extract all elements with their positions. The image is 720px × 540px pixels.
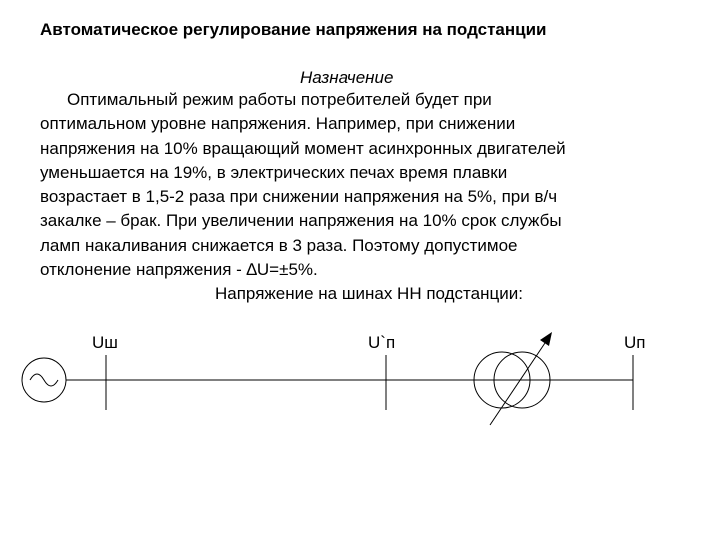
slide-title: Автоматическое регулирование напряжения на подстанции [40,20,547,39]
paragraph-line: уменьшается на 19%, в электрических печах время плавки [40,162,508,182]
paragraph-line: возрастает в 1,5-2 раза при снижении напряжения на 5%, при в/ч [40,187,558,207]
paragraph-line: ламп накаливания снижается в 3 раза. Поэтому допустимое [40,235,518,255]
section-subtitle: Назначение [300,68,394,87]
label-load-voltage: Uп [624,333,646,352]
paragraph-line: Оптимальный режим работы потребителей будет при [67,90,492,109]
label-mid-voltage: U`п [368,333,396,352]
label-bus-voltage: Uш [92,333,118,352]
generator-icon [22,358,66,402]
paragraph-line: оптимальном уровне напряжения. Например, при снижении [40,114,516,134]
regulation-arrow-icon [490,332,552,425]
diagram-caption: Напряжение на шинах НН подстанции: [215,284,523,303]
paragraph-line: отклонение напряжения - ∆U=±5%. [40,260,318,280]
paragraph-line: закалке – брак. При увеличении напряжения на 10% срок службы [40,211,562,231]
paragraph-line: напряжения на 10% вращающий момент асинхронных двигателей [40,138,566,158]
